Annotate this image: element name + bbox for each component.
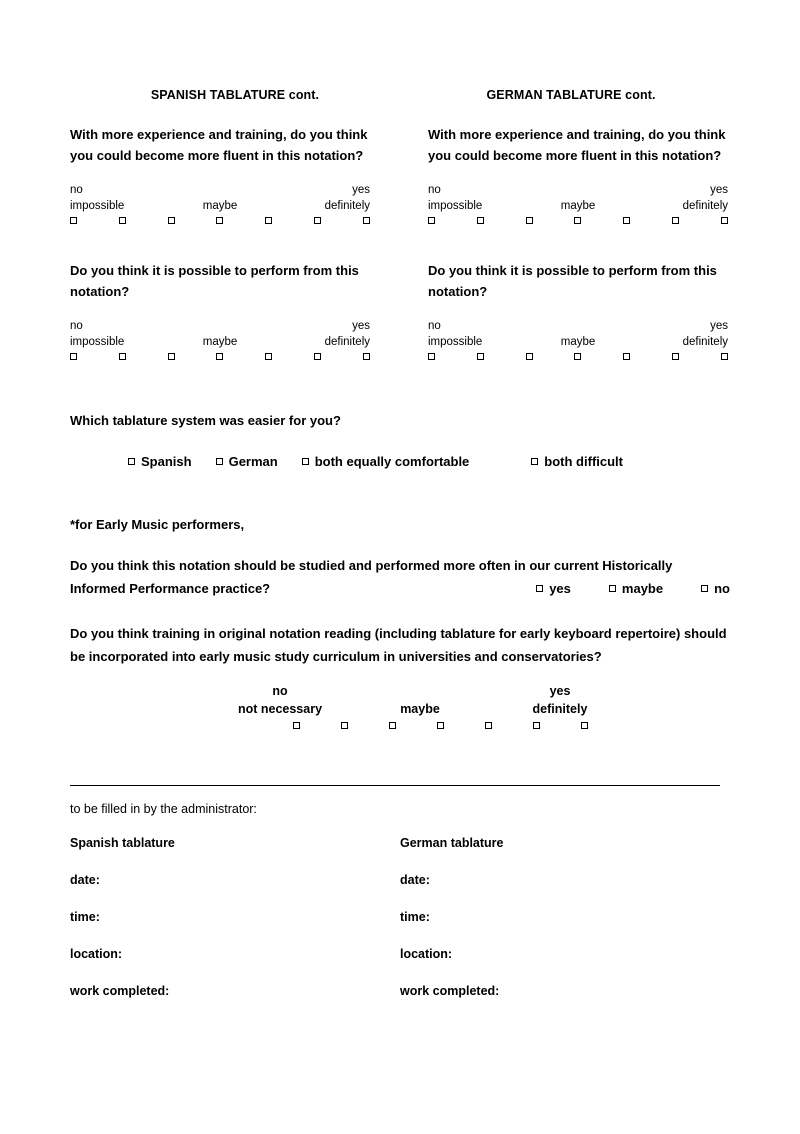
option-german[interactable] (216, 454, 278, 469)
checkbox[interactable] (536, 585, 543, 592)
spanish-column (70, 88, 400, 364)
scale-label-right-bottom: definitely (324, 200, 370, 212)
checkbox[interactable] (70, 217, 77, 224)
checkbox[interactable] (526, 217, 533, 224)
scale-label-left-bottom: not necessary (237, 702, 323, 716)
admin-spanish-column (70, 836, 400, 1021)
option-label: Spanish (141, 454, 192, 469)
checkbox[interactable] (526, 353, 533, 360)
admin-german-date[interactable]: date: (400, 873, 430, 887)
checkbox[interactable] (701, 585, 708, 592)
option-both-difficult[interactable] (531, 454, 623, 469)
checkbox[interactable] (609, 585, 616, 592)
admin-spanish-date[interactable]: date: (70, 873, 100, 887)
option-label: no (714, 581, 730, 596)
checkbox[interactable] (721, 217, 728, 224)
scale-label-left-bottom: impossible (428, 336, 483, 348)
admin-german-time[interactable]: time: (400, 910, 430, 924)
early-music-question-1-text: Do you think this notation should be studied and performed more often in our current Historically Informed Performance practice? (70, 558, 673, 596)
checkbox[interactable] (477, 353, 484, 360)
scale-label-mid-top (529, 318, 628, 334)
checkbox[interactable] (168, 353, 175, 360)
checkbox[interactable] (531, 458, 538, 465)
spanish-question-2-scale (70, 318, 370, 360)
checkbox[interactable] (341, 722, 348, 729)
option-label: both difficult (544, 454, 623, 469)
scale-label-mid-bottom: maybe (560, 336, 596, 348)
administrator-note: to be filled in by the administrator: (70, 802, 257, 816)
checkbox[interactable] (168, 217, 175, 224)
checkbox[interactable] (265, 353, 272, 360)
option-label: both equally comfortable (314, 454, 470, 469)
scale-label-right-top: yes (352, 320, 370, 332)
checkbox[interactable] (128, 458, 135, 465)
scale-label-right-top: yes (352, 184, 370, 196)
scale-label-mid-bottom: maybe (560, 200, 596, 212)
checkbox[interactable] (314, 353, 321, 360)
checkbox[interactable] (428, 353, 435, 360)
admin-german-work-completed[interactable]: work completed: (400, 984, 500, 998)
checkbox[interactable] (477, 217, 484, 224)
early-music-question-2-checkboxes (253, 722, 588, 729)
scale-label-right-bottom: definitely (532, 702, 588, 716)
option-no[interactable] (701, 577, 730, 600)
scale-label-left-top: no (70, 320, 83, 332)
early-music-question-1 (70, 554, 730, 600)
option-label: yes (549, 581, 571, 596)
checkbox[interactable] (428, 217, 435, 224)
scale-label-mid-bottom: maybe (202, 336, 238, 348)
checkbox[interactable] (302, 458, 309, 465)
admin-spanish-location[interactable]: location: (70, 947, 123, 961)
option-both-equally-comfortable[interactable] (302, 454, 470, 469)
checkbox[interactable] (265, 217, 272, 224)
easier-question-options (70, 454, 730, 469)
early-music-heading: *for Early Music performers, (70, 517, 245, 532)
admin-german-location[interactable]: location: (400, 947, 453, 961)
scale-label-mid-top (171, 182, 270, 198)
german-question-1-checkboxes (428, 217, 728, 224)
spanish-column-title: SPANISH TABLATURE cont. (150, 88, 320, 102)
checkbox[interactable] (293, 722, 300, 729)
checkbox[interactable] (70, 353, 77, 360)
spanish-question-2-text: Do you think it is possible to perform from this notation? (70, 263, 359, 299)
spanish-question-1-checkboxes (70, 217, 370, 224)
scale-label-mid-bottom: maybe (202, 200, 238, 212)
early-music-question-2-text: Do you think training in original notation reading (including tablature for early keyboard repertoire) should be incorporated into early music study curriculum in universities and conservatories? (70, 626, 727, 664)
admin-german-title: German tablature (400, 836, 504, 850)
checkbox[interactable] (721, 353, 728, 360)
easier-question-text: Which tablature system was easier for you? (70, 413, 341, 428)
german-question-2-text: Do you think it is possible to perform from this notation? (428, 263, 717, 299)
admin-spanish-title: Spanish tablature (70, 836, 175, 850)
checkbox[interactable] (533, 722, 540, 729)
checkbox[interactable] (363, 353, 370, 360)
german-question-1-scale (428, 182, 728, 224)
scale-label-right-top: yes (710, 320, 728, 332)
scale-label-right-bottom: definitely (682, 200, 728, 212)
checkbox[interactable] (485, 722, 492, 729)
german-column (400, 88, 730, 364)
checkbox[interactable] (672, 353, 679, 360)
scale-label-mid-top (171, 318, 270, 334)
checkbox[interactable] (389, 722, 396, 729)
german-question-2-checkboxes (428, 353, 728, 360)
checkbox[interactable] (574, 217, 581, 224)
admin-german-column (400, 836, 730, 1021)
german-column-title: GERMAN TABLATURE cont. (486, 88, 656, 102)
checkbox[interactable] (363, 217, 370, 224)
tablature-columns (70, 88, 730, 364)
administrator-section (70, 836, 730, 1021)
scale-label-mid-top (529, 182, 628, 198)
scale-label-left-bottom: impossible (70, 336, 125, 348)
option-maybe[interactable] (609, 577, 663, 600)
option-yes[interactable] (536, 577, 571, 600)
checkbox[interactable] (119, 353, 126, 360)
checkbox[interactable] (216, 458, 223, 465)
scale-label-left-bottom: impossible (428, 200, 483, 212)
early-music-question-1-options (498, 577, 730, 600)
scale-label-mid-top (350, 682, 490, 700)
checkbox[interactable] (119, 217, 126, 224)
option-spanish[interactable] (128, 454, 192, 469)
scale-label-right-bottom: definitely (324, 336, 370, 348)
option-label: maybe (621, 581, 664, 596)
german-question-2-scale (428, 318, 728, 360)
page-content (70, 88, 730, 1021)
admin-spanish-time[interactable]: time: (70, 910, 100, 924)
option-label: German (228, 454, 278, 469)
checkbox[interactable] (314, 217, 321, 224)
spanish-question-2-checkboxes (70, 353, 370, 360)
scale-label-left-top: no (428, 184, 441, 196)
scale-label-left-top: no (272, 684, 288, 698)
checkbox[interactable] (216, 217, 223, 224)
easier-question-section (70, 410, 730, 469)
checkbox[interactable] (574, 353, 581, 360)
checkbox[interactable] (581, 722, 588, 729)
scale-label-left-top: no (70, 184, 83, 196)
checkbox[interactable] (672, 217, 679, 224)
early-music-question-2-scale (210, 682, 630, 729)
checkbox[interactable] (623, 353, 630, 360)
scale-label-right-top: yes (710, 184, 728, 196)
spanish-question-1-scale (70, 182, 370, 224)
german-question-1-text: With more experience and training, do you think you could become more fluent in this notation? (428, 127, 726, 163)
admin-spanish-work-completed[interactable]: work completed: (70, 984, 170, 998)
scale-label-left-bottom: impossible (70, 200, 125, 212)
spanish-question-1-text: With more experience and training, do you think you could become more fluent in this notation? (70, 127, 368, 163)
scale-label-left-top: no (428, 320, 441, 332)
scale-label-right-bottom: definitely (682, 336, 728, 348)
checkbox[interactable] (623, 217, 630, 224)
scale-label-mid-bottom: maybe (400, 702, 440, 716)
checkbox[interactable] (437, 722, 444, 729)
checkbox[interactable] (216, 353, 223, 360)
scale-label-right-top: yes (549, 684, 571, 698)
divider (70, 785, 720, 786)
